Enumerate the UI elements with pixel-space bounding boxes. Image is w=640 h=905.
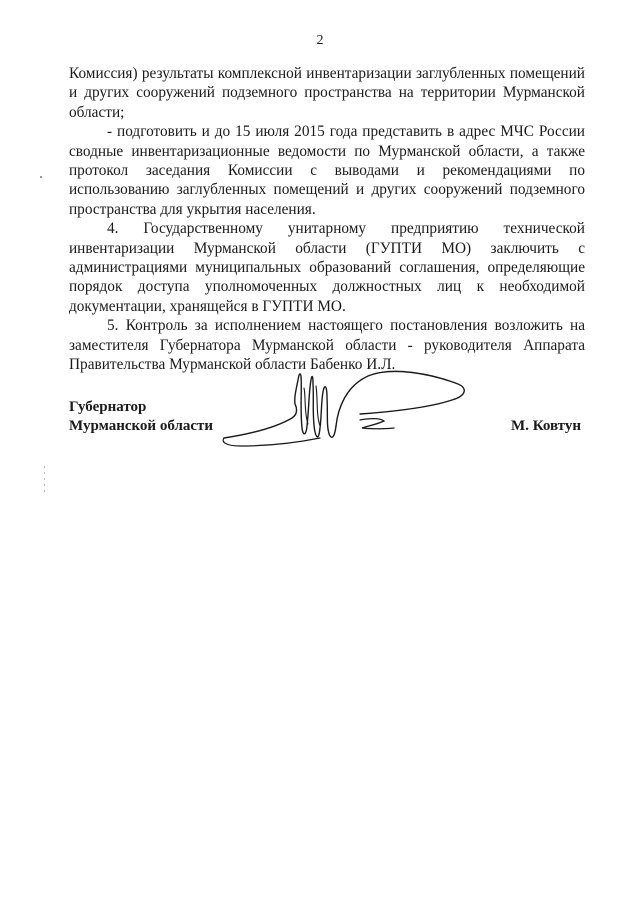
- signatory-title-line-1: Губернатор: [69, 399, 147, 415]
- signatory-title-line-2: Мурманской области: [69, 418, 214, 434]
- paragraph-commission-results: Комиссия) результаты комплексной инвентаризации заглубленных помещений и других сооружений подземного пространства на территории Мурманской области;: [69, 65, 585, 121]
- paragraph-control-assignment: 5. Контроль за исполнением настоящего постановления возложить на заместителя Губернатора Мурманской области - руководителя Аппарата Правительства Мурманской области Бабенко И.Л.: [69, 317, 585, 374]
- paragraph-inventory-agreements: 4. Государственному унитарному предприятию технической инвентаризации Мурманской области (ГУПТИ МО) заключить с администрациями муниципальных образований соглашения, определяющие порядок доступа уполномоченных должностных лиц к необходимой документации, хранящейся в ГУПТИ МО.: [69, 220, 585, 315]
- scan-speck: [40, 176, 42, 178]
- page-number: 2: [316, 33, 324, 48]
- document-body: [69, 64, 585, 375]
- margin-dots: [44, 466, 50, 496]
- signatory-title: [69, 398, 213, 436]
- signatory-name: М. Ковтун: [511, 418, 581, 434]
- paragraph-emergency-ministry-report: - подготовить и до 15 июля 2015 года представить в адрес МЧС России сводные инвентаризационные ведомости по Мурманской области, а также протокол заседания Комиссии с выводами и рекомендациями по использованию заглубленных помещений и других сооружений подземного пространства для укрытия населения.: [69, 123, 585, 218]
- signature-block: [69, 398, 585, 458]
